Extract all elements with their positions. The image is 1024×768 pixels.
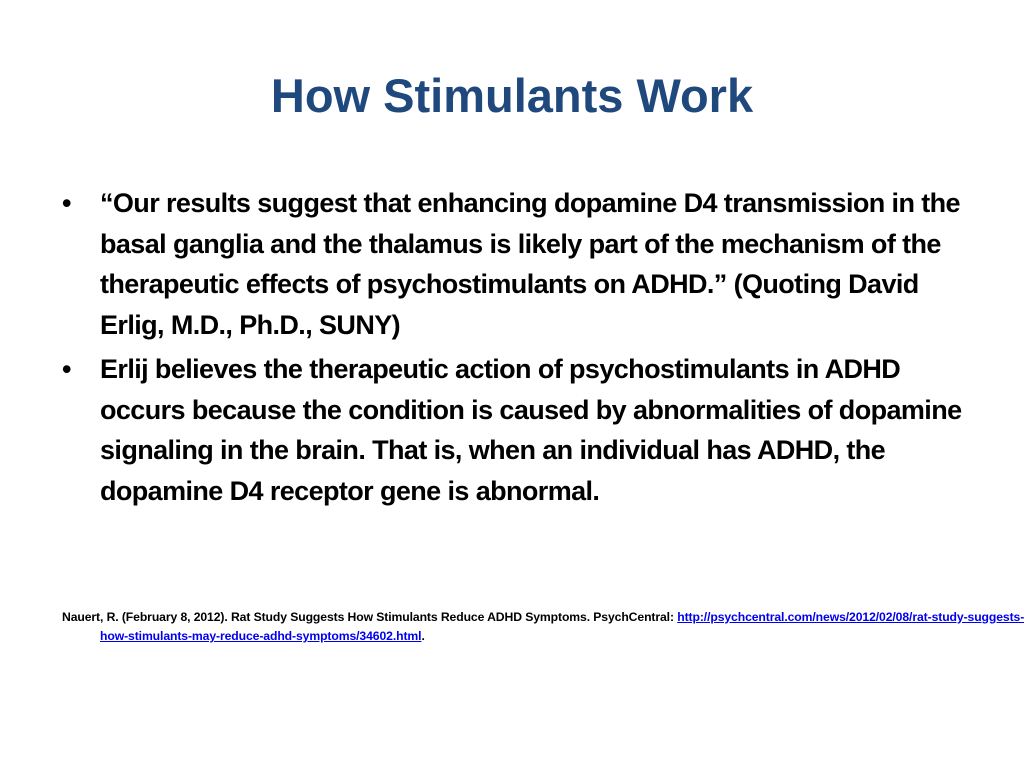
citation-text: Nauert, R. (February 8, 2012). Rat Study Suggests How Stimulants Reduce ADHD Symptoms. PsychCentral:: [62, 610, 678, 624]
citation-trailing: .: [421, 629, 425, 643]
bullet-item-erlij: [62, 349, 982, 511]
citation: [62, 608, 1024, 646]
bullet-item-quote: [62, 183, 982, 345]
slide-title: How Stimulants Work: [270, 69, 754, 122]
bullet-text: “Our results suggest that enhancing dopamine D4 transmission in the basal ganglia and the thalamus is likely part of the mechanism of the therapeutic effects of psychostimulants on ADHD.” (Quoting David Erlig, M.D., Ph.D., SUNY): [100, 188, 960, 340]
bullet-text: Erlij believes the therapeutic action of psychostimulants in ADHD occurs because the condition is caused by abnormalities of dopamine signaling in the brain. That is, when an individual has ADHD, the dopamine D4 receptor gene is abnormal.: [100, 354, 962, 506]
citation-link[interactable]: http://psychcentral.com/news/2012/02/08/rat-study-suggests-how-stimulants-may-reduce-adhd-symptoms/34602.html: [100, 610, 1024, 643]
bullet-marker-icon: •: [62, 354, 71, 384]
bullet-marker-icon: •: [62, 188, 71, 218]
bullet-list: [62, 183, 982, 515]
